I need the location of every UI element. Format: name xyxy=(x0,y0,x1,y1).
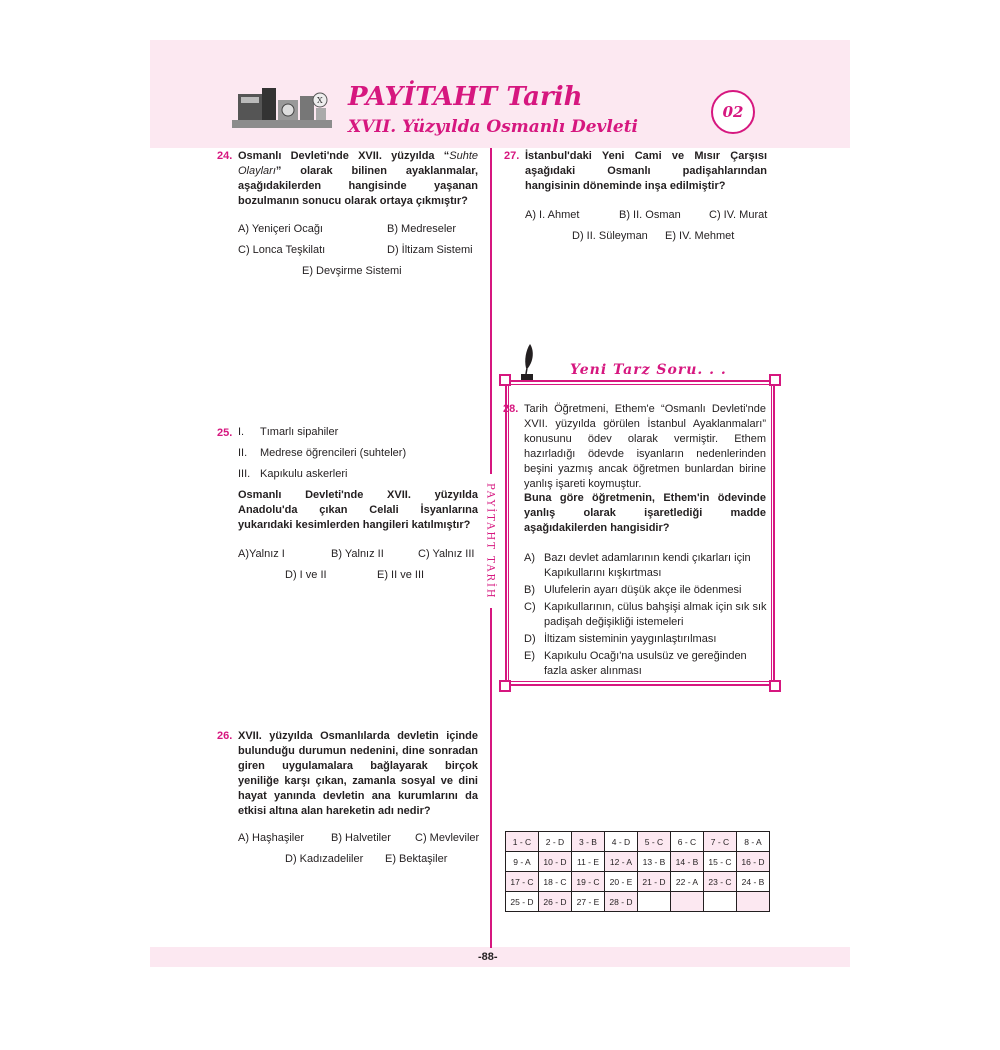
answer-cell xyxy=(737,892,770,912)
answer-cell xyxy=(638,892,671,912)
option-e: E) Devşirme Sistemi xyxy=(302,265,402,277)
footer-band xyxy=(150,947,850,967)
answer-cell: 17 - C xyxy=(506,872,539,892)
answer-cell xyxy=(704,892,737,912)
question-number: 27. xyxy=(504,150,520,162)
question-27 xyxy=(504,149,767,194)
svg-text:X: X xyxy=(317,96,323,105)
answer-cell: 25 - D xyxy=(506,892,539,912)
question-stem: XVII. yüzyılda Osmanlılarda devletin içinde bulunduğu durumun nedenini, dine sonradan giren uygulamalara bağlayarak birçok yeniliğe karşı çıkan, zamanla sosyal ve dini hayat yanında devletin ana kurumlarını da etkisi altına alan hareketin adı nedir? xyxy=(238,730,478,817)
answer-cell: 21 - D xyxy=(638,872,671,892)
question-28 xyxy=(503,402,766,492)
answer-cell: 12 - A xyxy=(605,852,638,872)
option-c: C) Yalnız III xyxy=(418,548,475,560)
answer-cell: 27 - E xyxy=(572,892,605,912)
answer-cell: 19 - C xyxy=(572,872,605,892)
answer-cell: 22 - A xyxy=(671,872,704,892)
answer-cell: 1 - C xyxy=(506,832,539,852)
question-25-stem: Osmanlı Devleti'nde XVII. yüzyılda Anadolu'da çıkan Celali İsyanlarına yukarıdaki kesimlerden hangileri katılmıştır? xyxy=(238,489,478,531)
answer-cell: 4 - D xyxy=(605,832,638,852)
question-intro: Tarih Öğretmeni, Ethem'e “Osmanlı Devleti'nde XVII. yüzyılda görülen İstanbul Ayaklanmaları” konusunu ödev olarak vermiştir. Ethem hazırladığı ödevde isyanların nedenlerinden beşini yazmış ancak öğretmen bunlardan birine yanlış işareti koymuştur. xyxy=(524,403,766,490)
table-row xyxy=(506,872,770,892)
answer-cell: 24 - B xyxy=(737,872,770,892)
frame-corner xyxy=(499,374,511,386)
answer-cell: 6 - C xyxy=(671,832,704,852)
option-a: A)Yalnız I xyxy=(238,548,285,560)
answer-cell: 16 - D xyxy=(737,852,770,872)
answer-cell: 13 - B xyxy=(638,852,671,872)
answer-cell: 26 - D xyxy=(539,892,572,912)
option-b: B) II. Osman xyxy=(619,209,681,221)
answer-cell: 2 - D xyxy=(539,832,572,852)
option-a: A) I. Ahmet xyxy=(525,209,580,221)
option-e: E) Bektaşiler xyxy=(385,853,448,865)
answer-cell: 8 - A xyxy=(737,832,770,852)
frame-corner xyxy=(769,680,781,692)
option-c: C) Mevleviler xyxy=(415,832,480,844)
option-d: D) Kadızadeliler xyxy=(285,853,364,865)
frame-corner xyxy=(499,680,511,692)
option-a: A) Haşhaşiler xyxy=(238,832,305,844)
page-number: -88- xyxy=(478,951,498,963)
logo-illustration xyxy=(232,84,332,130)
chapter-badge: 02 xyxy=(711,90,755,134)
question-26 xyxy=(217,729,478,819)
statement-3: III. Kapıkulu askerleri xyxy=(238,468,348,480)
column-divider-top xyxy=(490,148,492,474)
option-b: B) Medreseler xyxy=(387,223,457,235)
option-b: B) Halvetiler xyxy=(331,832,391,844)
question-number: 24. xyxy=(217,150,233,162)
answer-cell: 9 - A xyxy=(506,852,539,872)
statement-1: I. Tımarlı sipahiler xyxy=(238,426,339,438)
option-d: D) I ve II xyxy=(285,569,327,581)
question-28-stem: Buna göre öğretmenin, Ethem'in ödevinde yanlış olarak işaretlediği madde aşağıdakilerden hangisidir? xyxy=(524,492,766,534)
answer-cell: 10 - D xyxy=(539,852,572,872)
brand-title: PAYİTAHT Tarih xyxy=(348,82,583,112)
question-stem: İstanbul'daki Yeni Cami ve Mısır Çarşısı aşağıdaki Osmanlı padişahlarından hangisinin döneminde inşa edilmiştir? xyxy=(525,150,767,192)
answer-cell: 11 - E xyxy=(572,852,605,872)
question-number: 28. xyxy=(503,403,519,415)
column-divider-bottom xyxy=(490,608,492,948)
answer-cell: 5 - C xyxy=(638,832,671,852)
unit-title: XVII. Yüzyılda Osmanlı Devleti xyxy=(348,117,639,137)
option-a: A) Yeniçeri Ocağı xyxy=(238,223,323,235)
option-c: C) IV. Murat xyxy=(709,209,768,221)
answer-cell: 3 - B xyxy=(572,832,605,852)
answer-cell: 7 - C xyxy=(704,832,737,852)
answer-cell xyxy=(671,892,704,912)
answer-cell: 18 - C xyxy=(539,872,572,892)
option-d: D) İltizam Sistemi xyxy=(387,244,473,256)
question-stem: Osmanlı Devleti'nde XVII. yüzyılda “Suhte Olayları” olarak bilinen ayaklanmalar, aşağıdakilerden hangisinde yaşanan bozulmanın sonucu olarak ortaya çıkmıştır? xyxy=(238,150,478,207)
quill-icon xyxy=(520,344,536,382)
question-number: 26. xyxy=(217,730,233,742)
new-style-question-title: Yeni Tarz Soru. . . xyxy=(570,362,727,378)
table-row xyxy=(506,892,770,912)
option-e: E) II ve III xyxy=(377,569,425,581)
answer-cell: 20 - E xyxy=(605,872,638,892)
statement-2: II. Medrese öğrencileri (suhteler) xyxy=(238,447,407,459)
answer-cell: 28 - D xyxy=(605,892,638,912)
option-c: C) Lonca Teşkilatı xyxy=(238,244,326,256)
question-24 xyxy=(217,149,478,209)
option-b: B) Yalnız II xyxy=(331,548,384,560)
option-d: D) II. Süleyman xyxy=(572,230,648,242)
question-number: 25. xyxy=(217,427,233,439)
table-row xyxy=(506,852,770,872)
option-e: E) IV. Mehmet xyxy=(665,230,735,242)
answer-cell: 14 - B xyxy=(671,852,704,872)
side-label: PAYİTAHT TARİH xyxy=(481,474,499,608)
answer-key-table xyxy=(505,831,770,912)
answer-cell: 23 - C xyxy=(704,872,737,892)
answer-cell: 15 - C xyxy=(704,852,737,872)
table-row xyxy=(506,832,770,852)
frame-corner xyxy=(769,374,781,386)
